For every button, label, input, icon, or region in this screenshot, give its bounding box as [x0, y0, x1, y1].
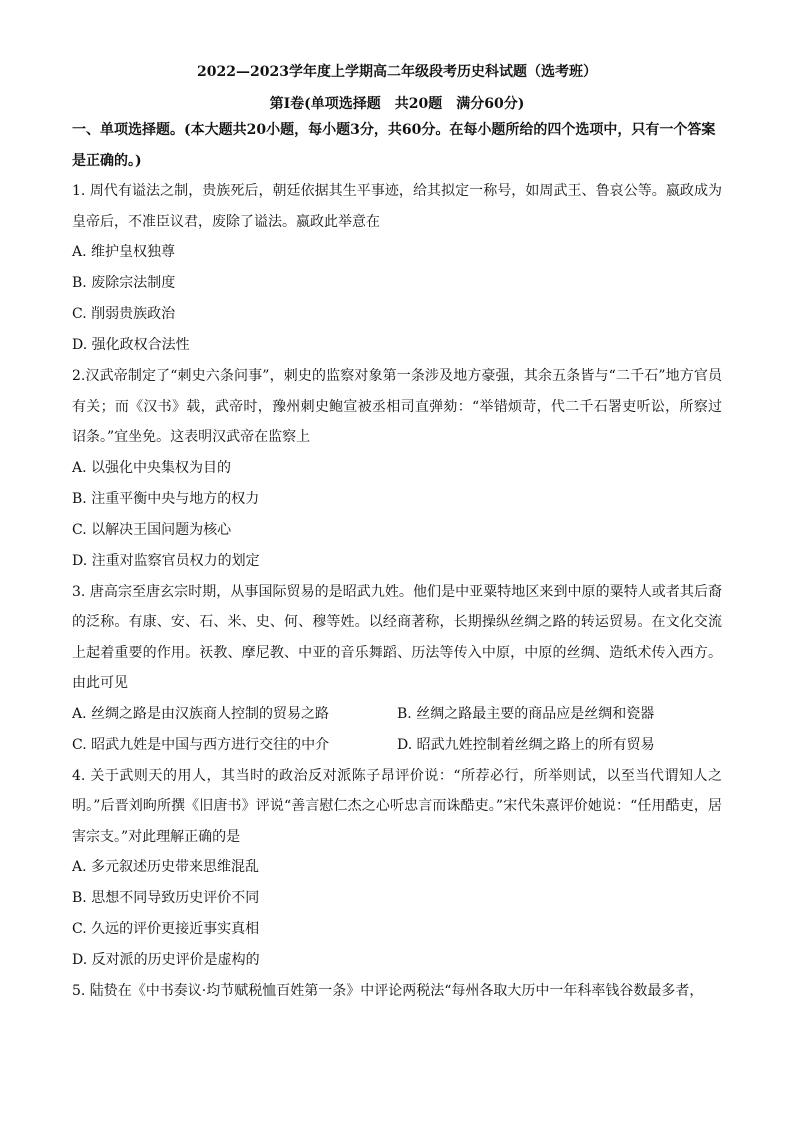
option-b: B. 注重平衡中央与地方的权力 — [72, 490, 260, 507]
option-a: A. 丝绸之路是由汉族商人控制的贸易之路 — [72, 705, 330, 722]
question-stem: 5. 陆贽在《中书奏议·均节赋税恤百姓第一条》中评论两税法“每州各取大历中一年科率钱谷数最多者， — [72, 983, 704, 999]
question-3 — [72, 577, 722, 761]
option-a: A. 多元叙述历史带来思维混乱 — [72, 859, 260, 875]
question-stem: 4. 关于武则天的用人，其当时的政治反对派陈子昂评价说：“所荐必行，所举则试，以至当代谓知人之明。”后晋刘昫所撰《旧唐书》评说“善言慰仁杰之心听忠言而诛酷吏。”宋代朱熹评价她说：“任用酷吏，居害宗支。”对此理解正确的是 — [72, 767, 722, 845]
option-a: A. 以强化中央集权为目的 — [72, 459, 232, 476]
question-stem: 1. 周代有谥法之制，贵族死后，朝廷依据其生平事迹，给其拟定一称号，如周武王、鲁哀公等。嬴政成为皇帝后，不准臣议君，废除了谥法。嬴政此举意在 — [72, 183, 722, 230]
option-d: D. 反对派的历史评价是虚构的 — [72, 952, 260, 968]
option-a: A. 维护皇权独尊 — [72, 244, 176, 260]
question-stem: 3. 唐高宗至唐玄宗时期，从事国际贸易的是昭武九姓。他们是中亚粟特地区来到中原的粟特人或者其后裔的泛称。有康、安、石、米、史、何、穆等姓。以经商著称，长期操纵丝绸之路的转运贸易。在文化交流上起着重要的作用。祆教、摩尼教、中亚的音乐舞蹈、历法等传入中原，中原的丝绸、造纸术传入西方。由此可见 — [72, 583, 722, 691]
question-4 — [72, 761, 722, 977]
options-row — [72, 699, 722, 730]
option-c: C. 昭武九姓是中国与西方进行交往的中介 — [72, 736, 330, 753]
option-d: D. 昭武九姓控制着丝绸之路上的所有贸易 — [397, 736, 655, 753]
option-d: D. 注重对监察官员权力的划定 — [72, 552, 260, 569]
exam-title: 2022—2023学年度上学期高二年级段考历史科试题（选考班） — [197, 64, 597, 80]
option-b: B. 丝绸之路最主要的商品应是丝绸和瓷器 — [397, 705, 655, 722]
part-subtitle: 第Ⅰ卷(单项选择题 共20题 满分60分) — [269, 96, 525, 112]
option-c: C. 以解决王国问题为核心 — [72, 521, 232, 538]
options-row — [72, 730, 722, 761]
question-1 — [72, 176, 722, 361]
question-stem: 2.汉武帝制定了“刺史六条问事”，刺史的监察对象第一条涉及地方豪强，其余五条皆与“二千石”地方官员有关；而《汉书》载，武帝时，豫州刺史鲍宣被丞相司直弹劾：“举错烦苛，代二千石署吏听讼，所察过诏条。”宜坐免。这表明汉武帝在监察上 — [72, 368, 722, 445]
option-c: C. 久远的评价更接近事实真相 — [72, 921, 260, 937]
question-5 — [72, 976, 722, 1007]
option-d: D. 强化政权合法性 — [72, 337, 190, 353]
option-b: B. 思想不同导致历史评价不同 — [72, 890, 260, 906]
option-b: B. 废除宗法制度 — [72, 275, 176, 291]
option-c: C. 削弱贵族政治 — [72, 306, 176, 322]
question-2 — [72, 361, 722, 577]
exam-page — [72, 62, 722, 1007]
section-heading: 一、单项选择题。(本大题共20小题，每小题3分，共60分。在每小题所给的四个选项中，只有一个答案是正确的。) — [72, 122, 716, 169]
